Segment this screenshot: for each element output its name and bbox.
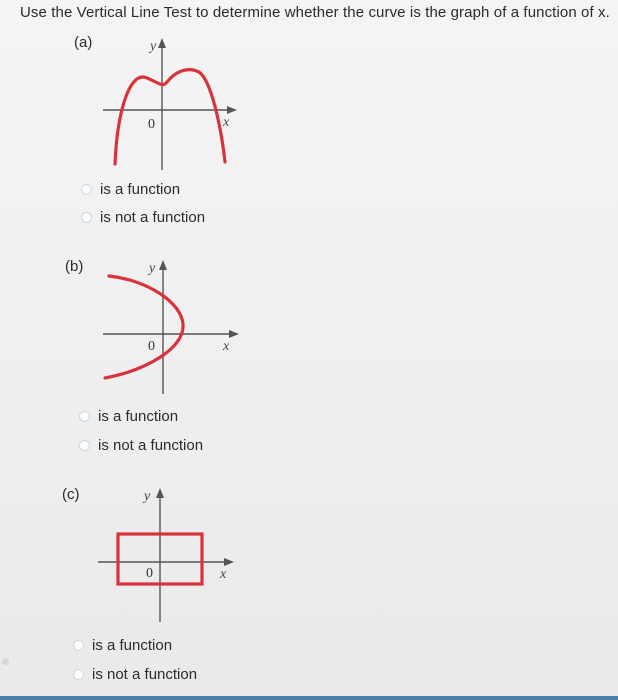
bottom-accent-bar [0,696,618,700]
part-c-option-function[interactable] [73,637,172,654]
option-label: is a function [98,408,179,425]
part-a-label: (a) [74,34,93,51]
graph-b-x-label: x [223,339,230,354]
part-c-label: (c) [62,486,80,503]
graph-b-x-arrow [229,330,239,338]
graph-c-x-label: x [220,567,227,582]
radio-circle-icon[interactable] [81,212,92,223]
radio-circle-icon[interactable] [73,640,84,651]
option-label: is not a function [92,666,198,683]
graph-a-x-arrow [227,106,237,114]
graph-a [95,36,255,176]
graph-a-x-label: x [223,115,230,130]
graph-b-origin-label: 0 [148,339,155,354]
graph-c-y-arrow [156,488,164,498]
radio-circle-icon[interactable] [79,440,90,451]
question-prompt: Use the Vertical Line Test to determine whether the curve is the graph of a function of x. [20,4,610,21]
graph-c-y-label: y [144,489,151,504]
part-b-option-not-function[interactable] [79,437,203,454]
graph-c-origin-label: 0 [146,566,153,581]
graph-a-curve [115,70,225,164]
part-b-option-function[interactable] [79,408,178,425]
radio-circle-icon[interactable] [73,669,84,680]
graph-b-y-label: y [149,261,156,276]
decorative-dot [2,658,9,665]
option-label: is a function [92,637,173,654]
graph-c-x-arrow [224,558,234,566]
graph-a-y-label: y [150,39,157,54]
part-a-option-function[interactable] [81,181,180,198]
graph-c [90,486,250,626]
radio-circle-icon[interactable] [79,411,90,422]
radio-circle-icon[interactable] [81,184,92,195]
option-label: is not a function [98,437,204,454]
graph-a-y-arrow [158,38,166,48]
part-b-label: (b) [65,258,84,275]
part-a-option-not-function[interactable] [81,209,205,226]
graph-b-y-arrow [159,260,167,270]
option-label: is a function [100,181,181,198]
graph-b-curve [105,276,183,378]
part-c-option-not-function[interactable] [73,666,197,683]
graph-b [95,258,255,398]
option-label: is not a function [100,209,206,226]
graph-a-origin-label: 0 [148,117,155,132]
